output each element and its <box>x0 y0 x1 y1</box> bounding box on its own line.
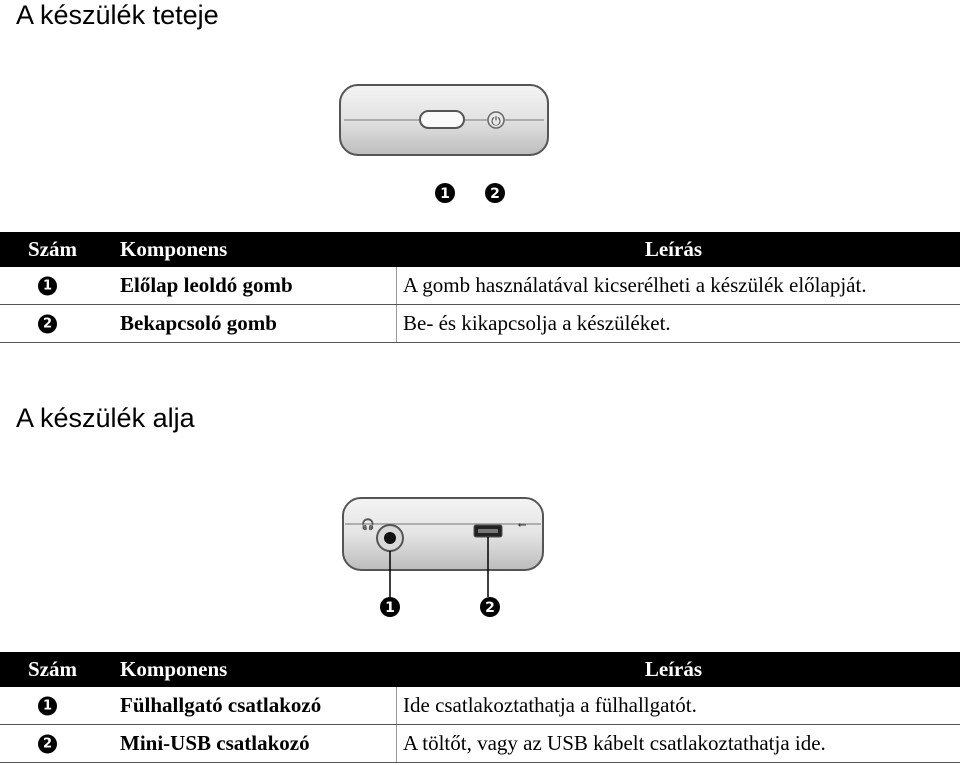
callout-1-marker <box>380 597 400 617</box>
number-badge: 1 <box>38 276 57 295</box>
device-bottom-illustration <box>335 490 555 622</box>
device-top-illustration <box>330 80 560 210</box>
svg-text:2: 2 <box>485 600 495 616</box>
component-name: Fülhallgató csatlakozó <box>108 687 397 725</box>
svg-text:2: 2 <box>490 186 500 202</box>
bottom-section-title: A készülék alja <box>16 403 195 433</box>
svg-text:1: 1 <box>385 600 395 616</box>
table-row <box>0 687 960 725</box>
table-row <box>0 305 960 343</box>
number-badge: 2 <box>38 314 57 333</box>
header-description: Leírás <box>397 232 960 267</box>
table-row <box>0 267 960 305</box>
header-number: Szám <box>0 652 108 687</box>
component-description: Be- és kikapcsolja a készüléket. <box>397 305 960 343</box>
callout-2-marker <box>480 597 500 617</box>
component-name: Bekapcsoló gomb <box>108 305 397 343</box>
component-description: A töltőt, vagy az USB kábelt csatlakoztathatja ide. <box>397 725 960 763</box>
number-badge: 2 <box>38 734 57 753</box>
usb-icon: ⭠ <box>517 518 527 531</box>
header-number: Szám <box>0 232 108 267</box>
number-badge: 1 <box>38 696 57 715</box>
component-name: Mini-USB csatlakozó <box>108 725 397 763</box>
svg-text:1: 1 <box>440 186 450 202</box>
top-components-table <box>0 232 960 343</box>
power-icon: ⏻ <box>491 114 501 128</box>
table-header-row <box>0 652 960 687</box>
top-section-title: A készülék teteje <box>16 0 219 30</box>
headphone-icon: 🎧 <box>361 518 375 531</box>
header-component: Komponens <box>108 652 397 687</box>
table-row <box>0 725 960 763</box>
header-component: Komponens <box>108 232 397 267</box>
component-description: A gomb használatával kicserélheti a készülék előlapját. <box>397 267 960 305</box>
bottom-components-table <box>0 652 960 763</box>
callout-1-marker <box>435 183 455 203</box>
component-description: Ide csatlakoztathatja a fülhallgatót. <box>397 687 960 725</box>
callout-2-marker <box>485 183 505 203</box>
table-header-row <box>0 232 960 267</box>
component-name: Előlap leoldó gomb <box>108 267 397 305</box>
header-description: Leírás <box>397 652 960 687</box>
